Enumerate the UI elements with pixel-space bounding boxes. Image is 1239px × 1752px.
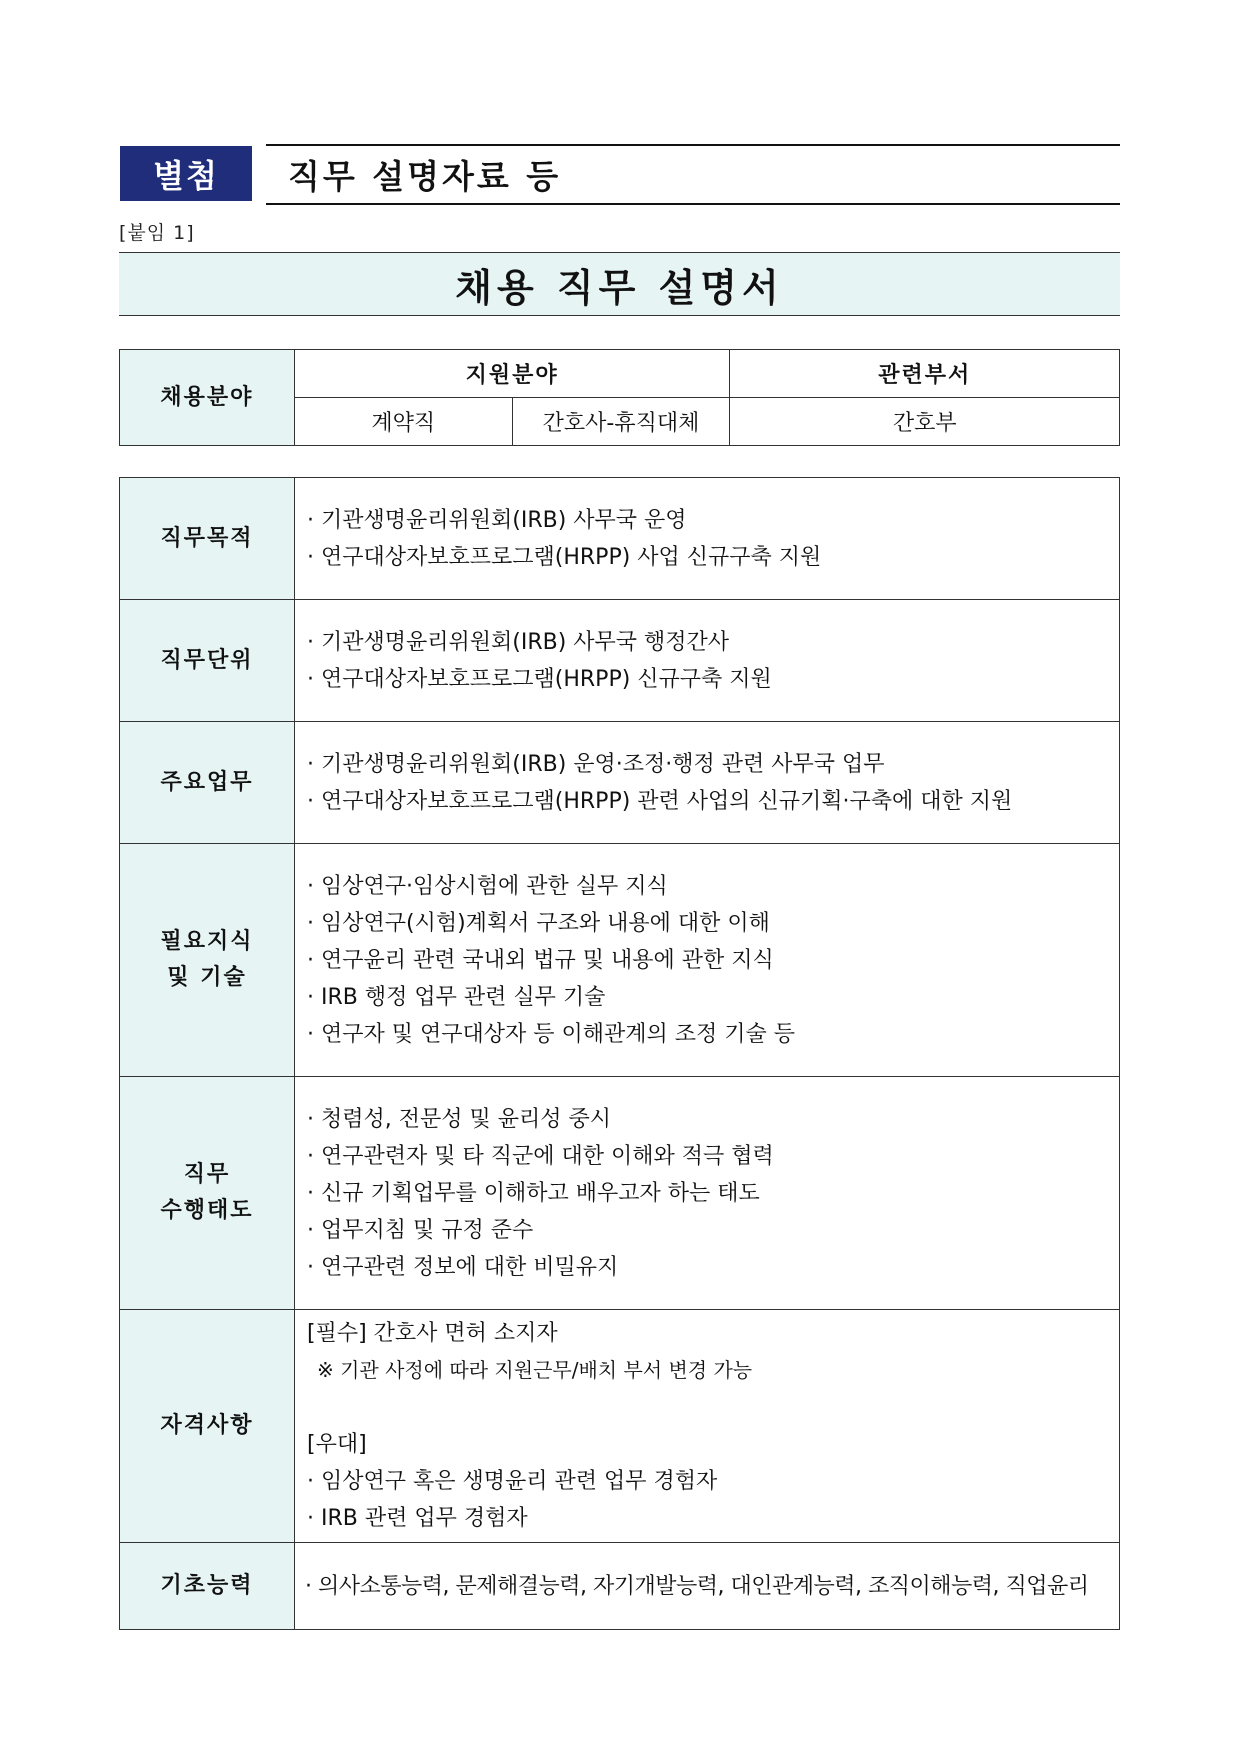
row-label: 주요업무 — [120, 722, 295, 844]
department-header: 관련부서 — [730, 350, 1120, 398]
document-title: 채용 직무 설명서 — [455, 265, 784, 310]
qualification-note: ※ 기관 사정에 따라 지원근무/배치 부서 변경 가능 — [317, 1358, 753, 1382]
row-content: [필수] 간호사 면허 소지자 ※ 기관 사정에 따라 지원근무/배치 부서 변경 가능 [우대] · 임상연구 혹은 생명윤리 관련 업무 경험자 · IRB 관련 업무 경험자 — [295, 1310, 1120, 1543]
row-label: 필요지식 및 기술 — [120, 844, 295, 1077]
row-content: · 기관생명윤리위원회(IRB) 사무국 운영 · 연구대상자보호프로그램(HRPP) 사업 신규구축 지원 — [295, 478, 1120, 600]
table-row — [120, 722, 1120, 844]
reference-label: [붙임 1] — [119, 222, 195, 244]
employment-type: 계약직 — [294, 398, 512, 446]
row-content: · 임상연구·임상시험에 관한 실무 지식 · 임상연구(시험)계획서 구조와 내용에 대한 이해 · 연구윤리 관련 국내외 법규 및 내용에 관한 지식 · IRB 행정 업무 관련 실무 기술 · 연구자 및 연구대상자 등 이해관계의 조정 기술 등 — [295, 844, 1120, 1077]
attachment-title: 직무 설명자료 등 — [288, 157, 562, 196]
table-row — [120, 844, 1120, 1077]
row-label: 직무단위 — [120, 600, 295, 722]
row-content: · 기관생명윤리위원회(IRB) 운영·조정·행정 관련 사무국 업무 · 연구대상자보호프로그램(HRPP) 관련 사업의 신규기획·구축에 대한 지원 — [295, 722, 1120, 844]
table-row — [120, 1077, 1120, 1310]
attachment-badge: 별첨 — [120, 146, 252, 201]
summary-table — [119, 349, 1120, 446]
preferred-label: [우대] — [307, 1432, 367, 1457]
row-content: · 의사소통능력, 문제해결능력, 자기개발능력, 대인관계능력, 조직이해능력, 직업윤리 — [295, 1543, 1120, 1630]
support-field-header: 지원분야 — [294, 350, 730, 398]
role-name: 간호사-휴직대체 — [512, 398, 730, 446]
table-row — [120, 1543, 1120, 1630]
row-label: 직무목적 — [120, 478, 295, 600]
document-title-box — [119, 252, 1120, 316]
department-name: 간호부 — [730, 398, 1120, 446]
row-label: 자격사항 — [120, 1310, 295, 1543]
row-label: 기초능력 — [120, 1543, 295, 1630]
row-label: 직무 수행태도 — [120, 1077, 295, 1310]
required-qualification: [필수] 간호사 면허 소지자 — [307, 1321, 558, 1346]
field-label: 채용분야 — [120, 350, 295, 446]
row-content: · 청렴성, 전문성 및 윤리성 중시 · 연구관련자 및 타 직군에 대한 이해와 적극 협력 · 신규 기획업무를 이해하고 배우고자 하는 태도 · 업무지침 및 규정 준수 · 연구관련 정보에 대한 비밀유지 — [295, 1077, 1120, 1310]
table-row — [120, 478, 1120, 600]
row-content: · 기관생명윤리위원회(IRB) 사무국 행정간사 · 연구대상자보호프로그램(HRPP) 신규구축 지원 — [295, 600, 1120, 722]
table-row — [120, 1310, 1120, 1543]
table-row — [120, 600, 1120, 722]
job-description-table — [119, 477, 1120, 1630]
attachment-title-box — [266, 144, 1120, 205]
